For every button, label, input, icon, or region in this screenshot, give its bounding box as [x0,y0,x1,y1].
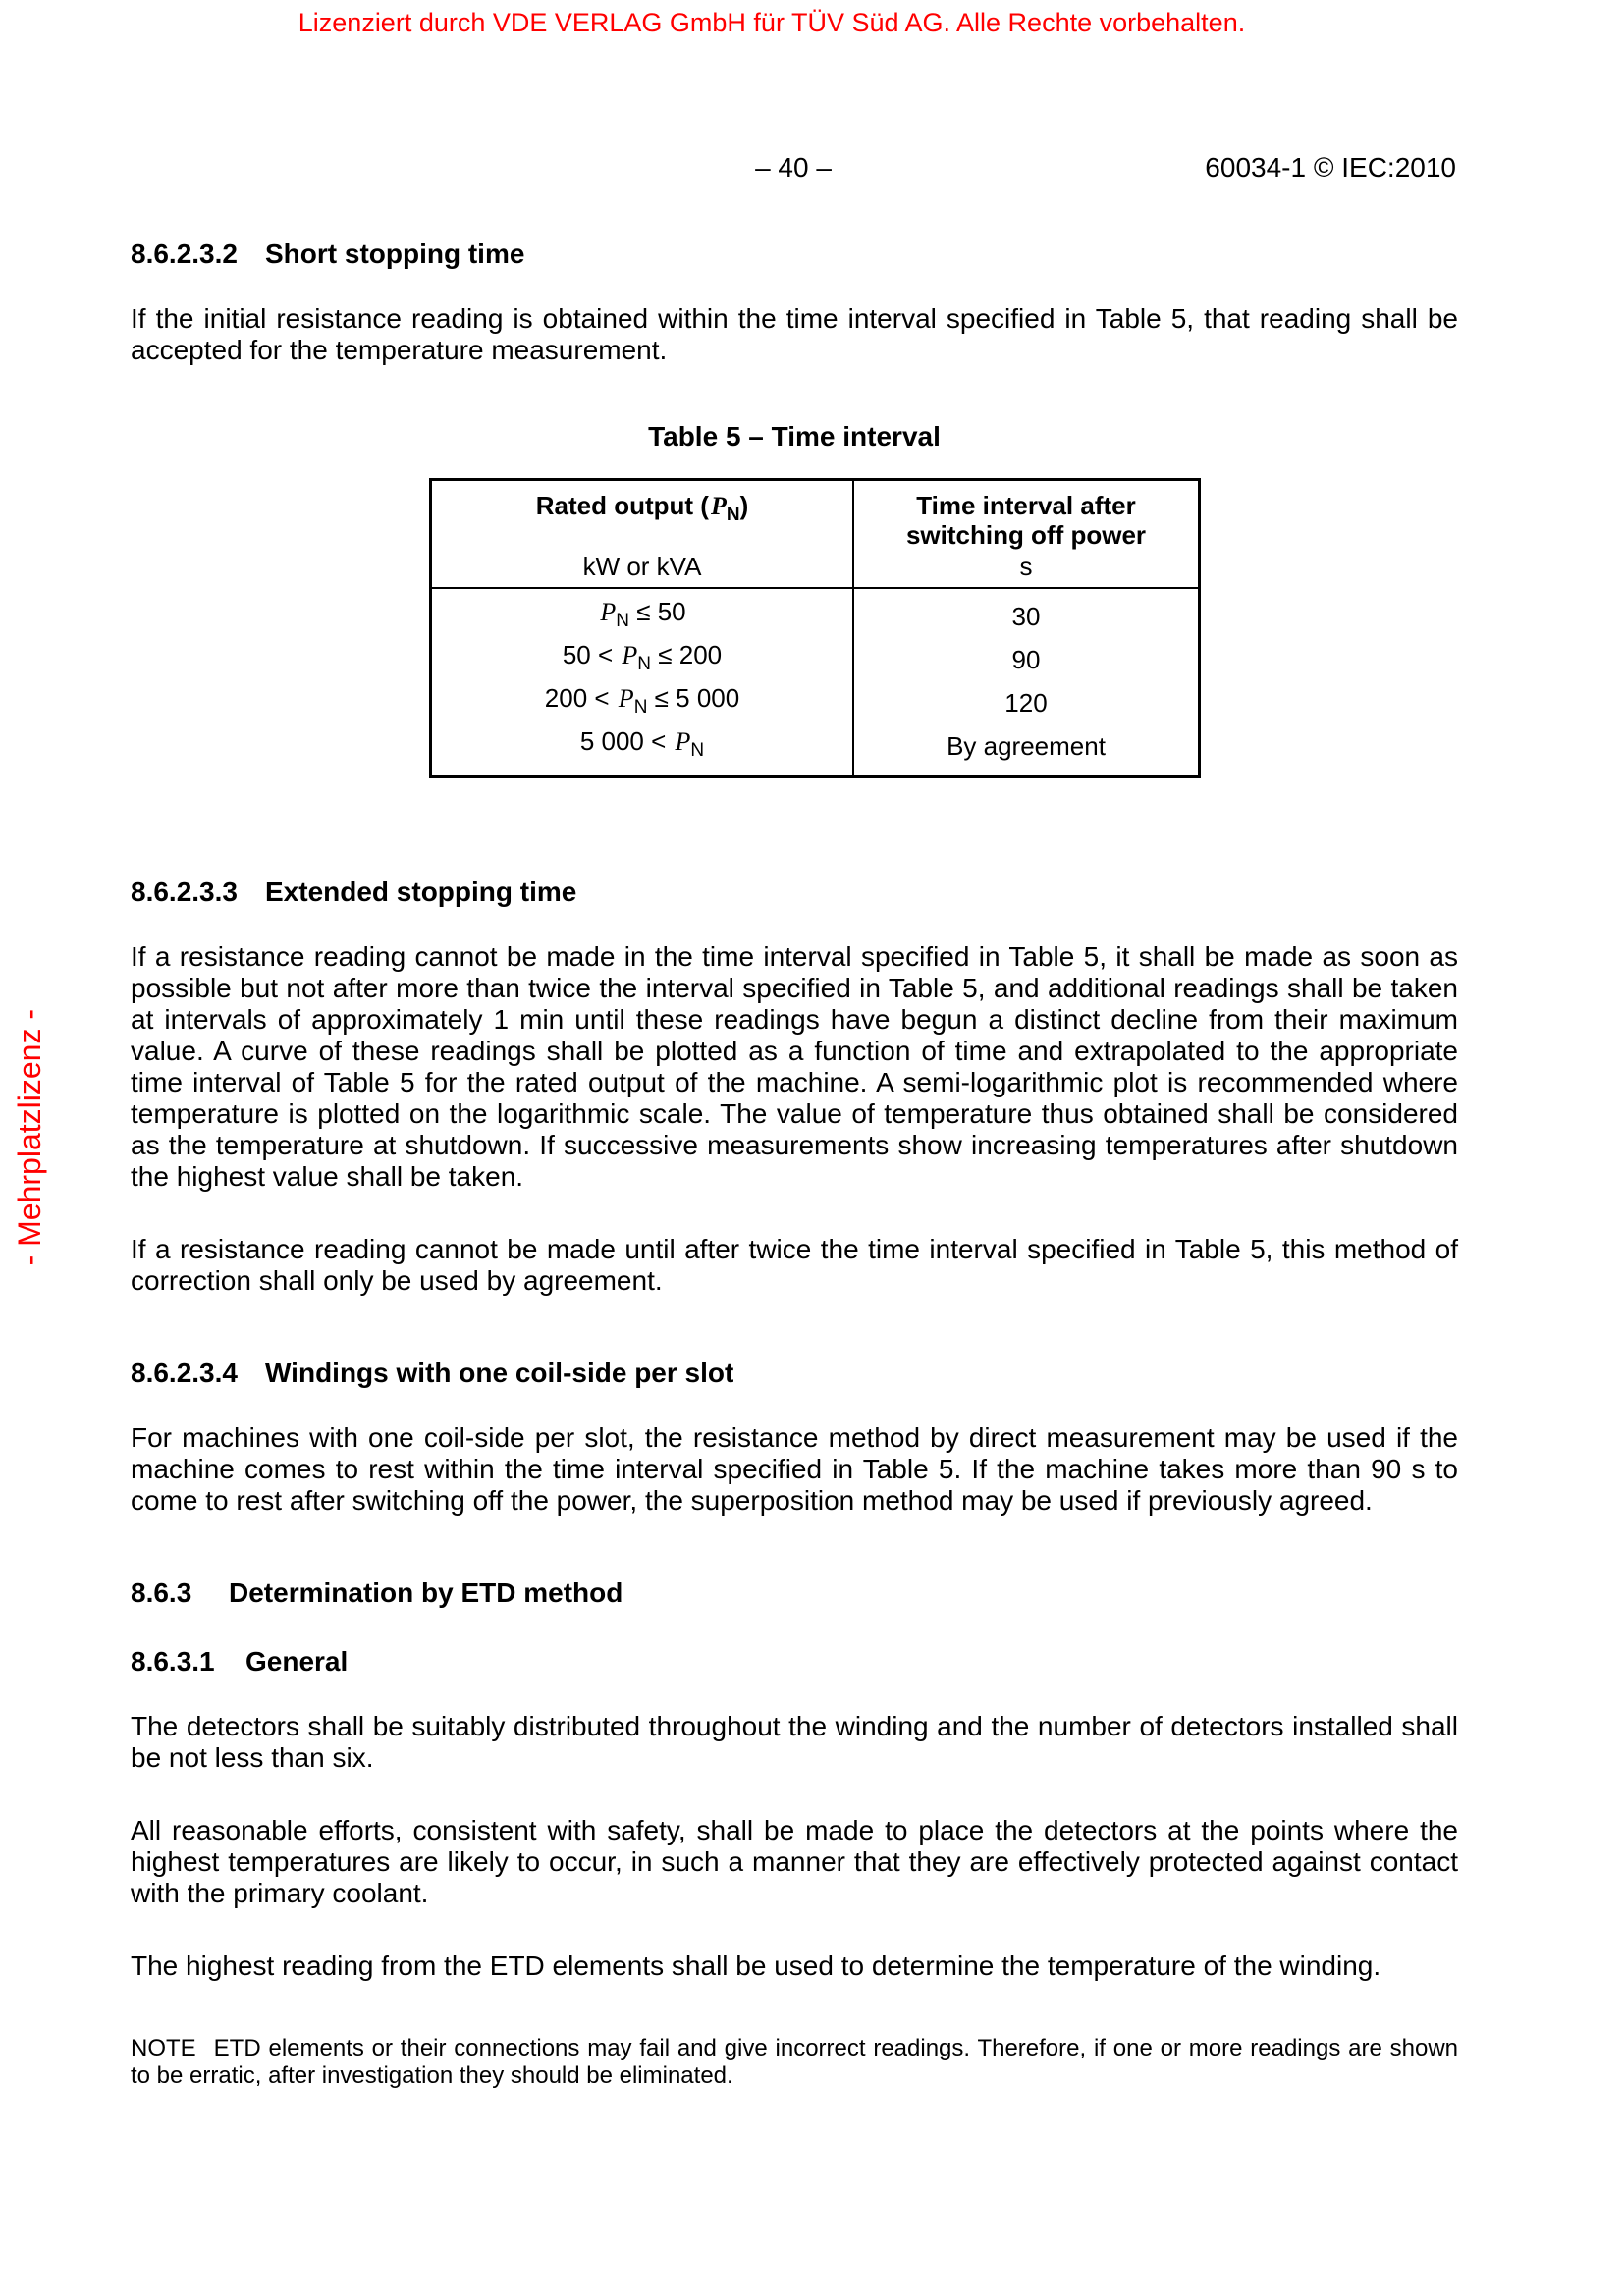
time-interval-header-cell [853,480,1200,589]
table-row [431,588,1200,638]
table-caption: Table 5 – Time interval [648,421,941,452]
table-head [431,480,1200,589]
heading-title: Short stopping time [265,239,525,269]
symbol-N-subscript: N [616,611,629,632]
time-interval-cell: 120 [853,681,1200,724]
rated-output-cell [431,638,854,681]
table-body [431,588,1200,777]
time-interval-cell: 90 [853,638,1200,681]
paragraph: The highest reading from the ETD elements shall be used to determine the temperature of the winding. [131,1950,1381,1981]
heading-title: Determination by ETD method [229,1577,623,1608]
document-reference: 60034-1 © IEC:2010 [1205,152,1456,183]
document-body [131,239,1458,2090]
symbol-N-subscript: N [726,505,740,526]
heading-title: Windings with one coil-side per slot [265,1358,734,1388]
time-interval-header-title: Time interval after switching off power [905,491,1147,550]
table-row [431,638,1200,681]
paragraph: For machines with one coil-side per slot, the resistance method by direct measurement may be used if the machine comes to rest within the time interval specified in Table 5. If the machine takes more than 90 s to come to rest after switching off the power, the superposition method may be used if previously agreed. [131,1422,1458,1516]
paragraph: If the initial resistance reading is obtained within the time interval specified in Table 5, that reading shall be accepted for the temperature measurement. [131,303,1458,365]
time-interval-cell: By agreement [853,724,1200,777]
rated-output-header-cell [431,480,854,589]
rated-output-cell [431,724,854,777]
symbol-P: P [618,683,634,713]
heading-number: 8.6.2.3.2 [131,239,238,269]
table-row [431,724,1200,777]
row-prefix: 200 < [544,682,617,713]
rated-output-unit: kW or kVA [582,552,702,581]
row-suffix: ≤ 200 [651,639,723,669]
symbol-P: P [600,597,617,626]
license-banner-text: Lizenziert durch VDE VERLAG GmbH für TÜV Süd AG. Alle Rechte vorbehalten. [298,8,1246,37]
heading-number: 8.6.2.3.4 [131,1358,238,1388]
row-suffix: ≤ 50 [628,596,686,626]
paragraph: If a resistance reading cannot be made until after twice the time interval specified in Table 5, this method of correction shall only be used by agreement. [131,1234,1458,1296]
symbol-N-subscript: N [690,740,705,762]
note-text: ETD elements or their connections may fail and give incorrect readings. Therefore, if one or more readings are shown to be erratic, after investigation they should be eliminated. [131,2035,1458,2089]
time-interval-cell: 30 [853,588,1200,638]
heading-title: Extended stopping time [265,877,577,907]
table-header-row [431,480,1200,589]
note-block [131,2035,1458,2090]
row-prefix: 50 < [562,639,621,669]
paragraph: The detectors shall be suitably distributed throughout the winding and the number of detectors installed shall be not less than six. [131,1711,1458,1773]
license-watermark-vertical: - Mehrplatzlizenz - [12,1009,47,1266]
heading-short-stopping-time [131,239,1458,270]
symbol-N-subscript: N [633,697,648,719]
page-number: – 40 – [755,152,832,183]
heading-determination-etd [131,1577,1458,1609]
paragraph: If a resistance reading cannot be made in the time interval specified in Table 5, it shall be made as soon as possible but not after more than twice the interval specified in Table 5, and additional readings shall be taken at intervals of approximately 1 min until these readings have begun a distinct decline from their maximum value. A curve of these readings shall be plotted as a function of time and extrapolated to the appropriate time interval of Table 5 for the rated output of the machine. A semi-logarithmic plot is recommended where temperature is plotted on the logarithmic scale. The value of temperature thus obtained shall be considered as the temperature at shutdown. If successive measurements show increasing temperatures after shutdown the highest value shall be taken. [131,941,1458,1192]
heading-extended-stopping-time [131,877,1458,908]
heading-number: 8.6.2.3.3 [131,877,238,907]
row-prefix: 5 000 < [579,725,674,756]
symbol-P: P [622,640,638,669]
rated-output-cell [431,681,854,724]
heading-windings-one-coil-side [131,1358,1458,1389]
note-label: NOTE [131,2035,196,2061]
rated-output-header-title [440,491,844,530]
rated-output-cell [431,588,854,638]
row-suffix: ≤ 5 000 [647,682,740,713]
heading-general [131,1646,1458,1678]
heading-title: General [245,1646,349,1677]
time-interval-table [429,478,1201,778]
table-row [431,681,1200,724]
paragraph: All reasonable efforts, consistent with safety, shall be made to place the detectors at the points where the highest temperatures are likely to occur, in such a manner that they are effectively protected against contact with the primary coolant. [131,1815,1458,1908]
symbol-P: P [710,492,727,520]
header-title-prefix: Rated output ( [535,491,709,520]
heading-number: 8.6.3.1 [131,1646,215,1677]
heading-number: 8.6.3 [131,1577,192,1608]
symbol-P: P [675,726,691,756]
time-interval-unit: s [1019,552,1033,581]
symbol-N-subscript: N [637,654,652,675]
header-title-suffix: ) [739,491,749,520]
